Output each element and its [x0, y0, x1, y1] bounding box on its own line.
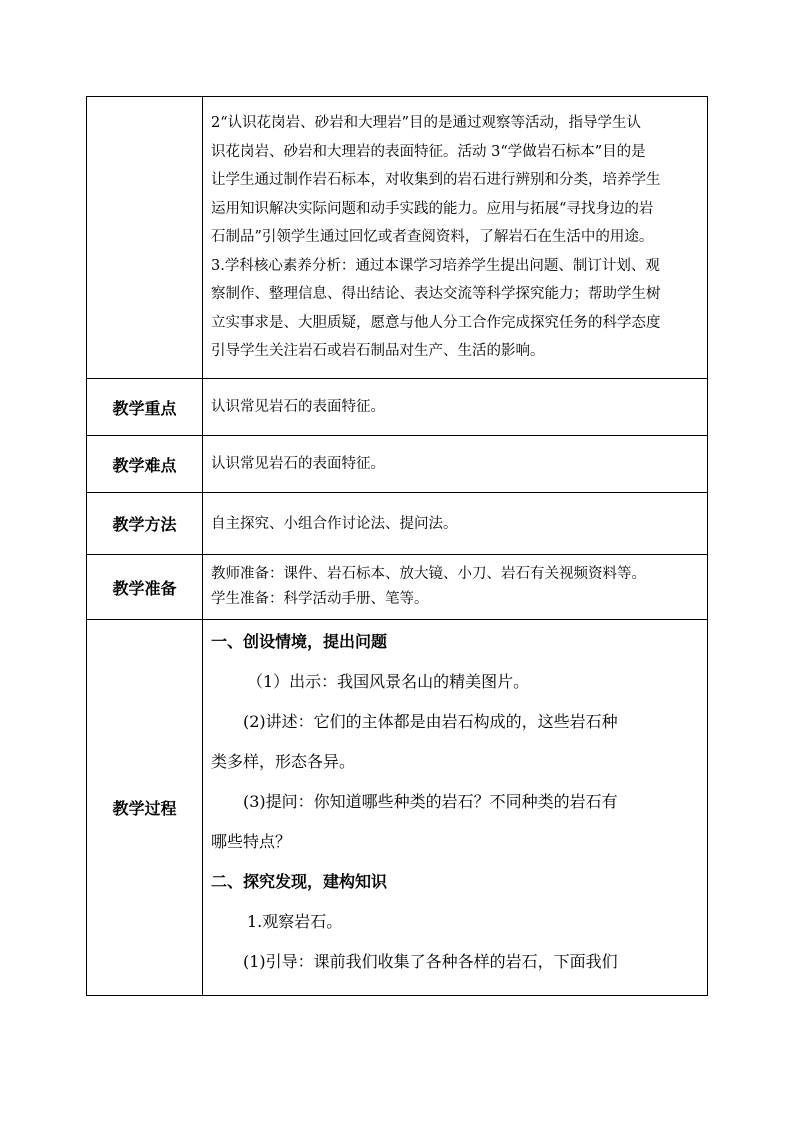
difficulty-content: 认识常见岩石的表面特征。: [211, 456, 385, 472]
intro-line: 3.学科核心素养分析：通过本课学习培养学生提出问题、制订计划、观: [211, 257, 660, 274]
difficulty-row: [87, 436, 708, 493]
section-heading: 二、探究发现，建构知识: [211, 872, 388, 891]
intro-line: 引导学生关注岩石或岩石制品对生产、生活的影响。: [211, 343, 545, 360]
intro-content-cell: [203, 97, 708, 379]
process-step: （1）出示：我国风景名山的精美图片。: [247, 672, 530, 691]
process-step: (3)提问：你知道哪些种类的岩石？不同种类的岩石有: [243, 792, 618, 811]
process-substep: 1.观察岩石。: [247, 912, 343, 931]
intro-line: 石制品”引领学生通过回忆或者查阅资料，了解岩石在生活中的用途。: [211, 229, 654, 246]
teacher-preparation: 教师准备：课件、岩石标本、放大镜、小刀、岩石有关视频资料等。: [211, 566, 646, 582]
lesson-plan-table: [86, 96, 708, 996]
method-label: 教学方法: [87, 493, 203, 555]
intro-text: [203, 107, 707, 368]
process-step: (2)讲述：它们的主体都是由岩石构成的，这些岩石种: [243, 712, 618, 731]
key-point-row: [87, 379, 708, 436]
intro-label-cell: [87, 97, 203, 379]
intro-line: 识花岗岩、砂岩和大理岩的表面特征。活动 3“学做岩石标本”目的是: [211, 143, 646, 160]
intro-line: 察制作、整理信息、得出结论、表达交流等科学探究能力；帮助学生树: [211, 286, 661, 303]
intro-line: 2“认识花岗岩、砂岩和大理岩”目的是通过观察等活动，指导学生认: [211, 115, 642, 132]
method-content: 自主探究、小组合作讨论法、提问法。: [211, 515, 458, 532]
preparation-content: [203, 558, 707, 616]
process-row: [87, 620, 708, 996]
intro-line: 运用知识解决实际问题和动手实践的能力。应用与拓展“寻找身边的岩: [211, 200, 654, 217]
process-step: (1)引导：课前我们收集了各种各样的岩石，下面我们: [243, 952, 618, 971]
process-label: 教学过程: [87, 620, 203, 996]
difficulty-label: 教学难点: [87, 436, 203, 493]
method-row: [87, 493, 708, 555]
intro-line: 让学生通过制作岩石标本，对收集到的岩石进行辨别和分类，培养学生: [211, 172, 661, 189]
section-heading: 一、创设情境，提出问题: [211, 632, 388, 651]
intro-line: 立实事求是、大胆质疑，愿意与他人分工合作完成探究任务的科学态度: [211, 314, 661, 331]
intro-row: [87, 97, 708, 379]
process-step-continuation: 哪些特点？: [211, 832, 292, 851]
key-point-content: 认识常见岩石的表面特征。: [211, 399, 385, 415]
preparation-label: 教学准备: [87, 555, 203, 620]
student-preparation: 学生准备：科学活动手册、笔等。: [211, 591, 429, 607]
preparation-row: [87, 555, 708, 620]
key-point-label: 教学重点: [87, 379, 203, 436]
process-content: [203, 620, 707, 982]
process-step-continuation: 类多样，形态各异。: [211, 752, 356, 771]
